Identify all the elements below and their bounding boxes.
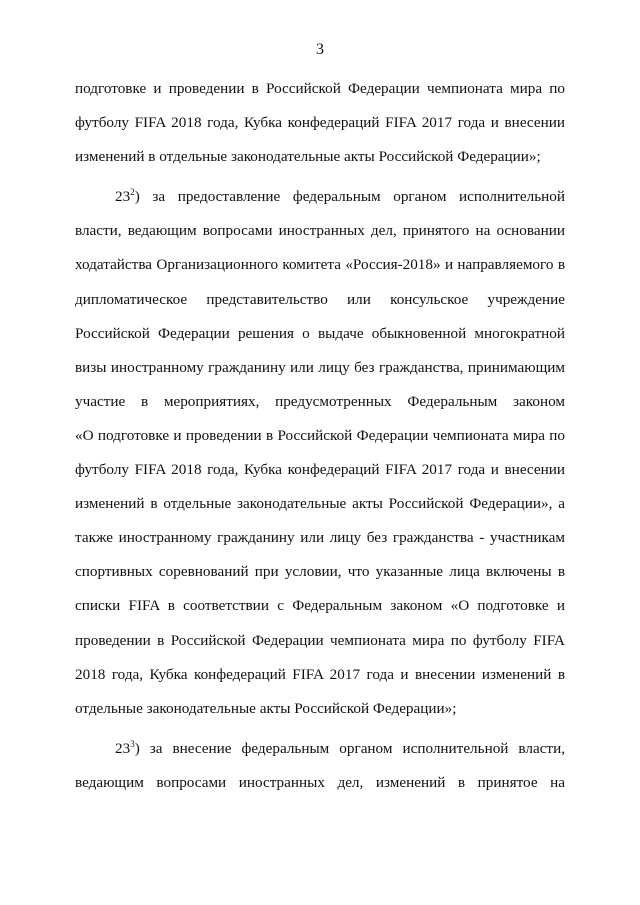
text-line: списки FIFA в соответствии с Федеральным законом «О подготовке и [75,597,565,615]
text-line: ходатайства Организационного комитета «Россия-2018» и направляемого в [75,256,565,274]
text-line: визы иностранному гражданину или лицу без гражданства, принимающим [75,358,565,376]
paragraph-item-23-3 [75,732,565,800]
text-line: изменений в отдельные законодательные акты Российской Федерации»; [75,148,541,166]
text-line: отдельные законодательные акты Российской Федерации»; [75,699,457,717]
text-line: спортивных соревнований при условии, что указанные лица включены в [75,563,565,581]
text-line: изменений в отдельные законодательные акты Российской Федерации», а [75,495,565,513]
text-line: участие в мероприятиях, предусмотренных Федеральным законом [75,392,565,410]
paragraph-continuation [75,72,565,174]
text-line: подготовке и проведении в Российской Федерации чемпионата мира по [75,80,565,97]
text-line: футболу FIFA 2018 года, Кубка конфедераций FIFA 2017 года и внесении [75,114,565,132]
text-line: дипломатическое представительство или консульское учреждение [75,290,565,308]
document-body [75,72,565,800]
text-line: 2018 года, Кубка конфедераций FIFA 2017 года и внесении изменений в [75,665,565,683]
item-number: $23^3$) [115,738,140,757]
text-line: «О подготовке и проведении в Российской Федерации чемпионата мира по [75,426,565,444]
text-line: проведении в Российской Федерации чемпионата мира по футболу FIFA [75,631,565,649]
text-line: власти, ведающим вопросами иностранных дел, принятого на основании [75,222,565,240]
text-line: Российской Федерации решения о выдаче обыкновенной многократной [75,324,565,342]
text-line: ведающим вопросами иностранных дел, изменений в принятое на [75,773,565,791]
paragraph-item-23-2 [75,180,565,726]
item-number: $23^2$) [115,187,140,206]
text-line: $23^3$) за внесение федеральным органом исполнительной власти, [115,738,565,757]
text-line: $23^2$) за предоставление федеральным органом исполнительной [115,187,565,206]
page-number: 3 [316,41,324,58]
text-line: футболу FIFA 2018 года, Кубка конфедераций FIFA 2017 года и внесении [75,461,565,479]
text-line: также иностранному гражданину или лицу без гражданства - участникам [75,529,565,547]
